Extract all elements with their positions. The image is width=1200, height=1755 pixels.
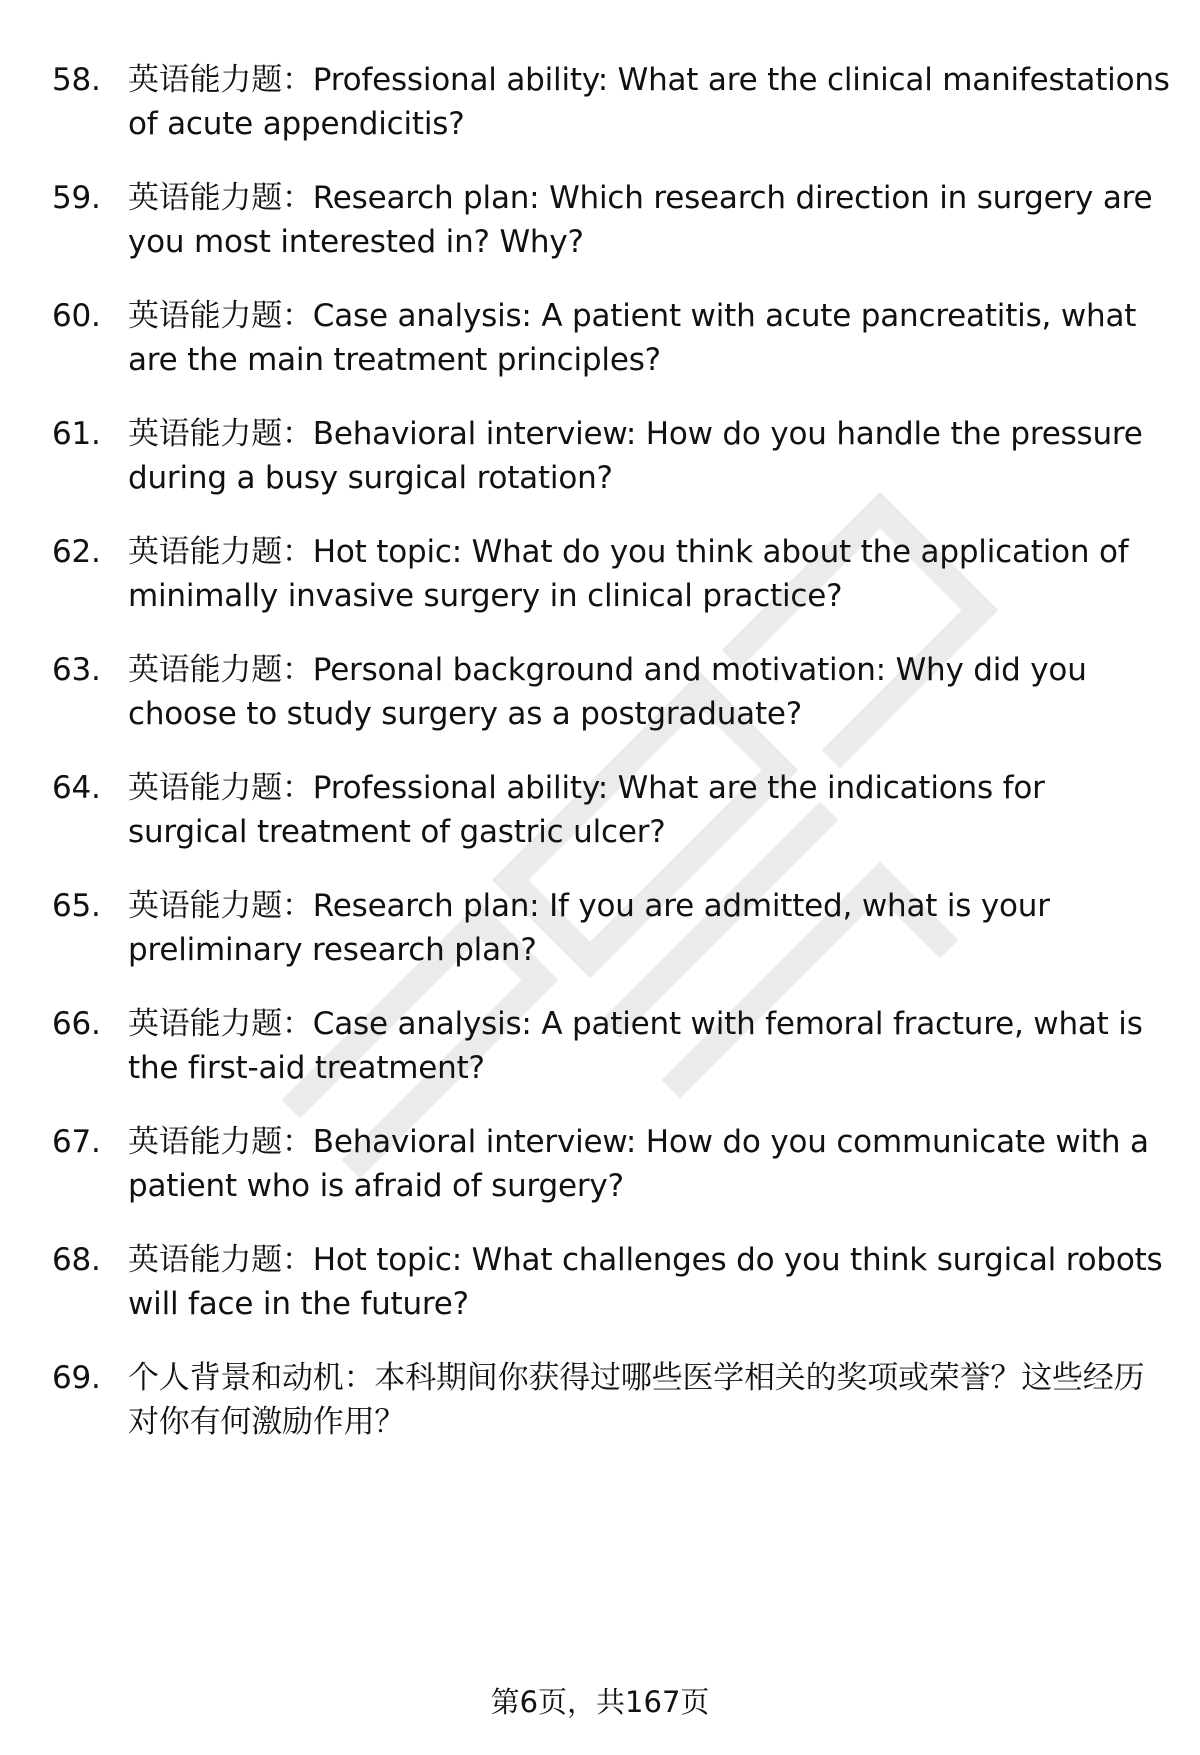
question-number: 69. <box>52 1360 101 1396</box>
question-text: 英语能力题：Professional ability: What are the indications for surgical treatment of gastric ulcer? <box>128 770 1045 850</box>
question-item <box>0 294 1200 382</box>
question-item <box>0 1002 1200 1090</box>
question-text: 英语能力题：Behavioral interview: How do you communicate with a patient who is afraid of surgery? <box>128 1124 1149 1204</box>
page-footer: 第6页，共167页 <box>490 1685 710 1719</box>
question-number: 63. <box>52 652 101 688</box>
question-text: 英语能力题：Research plan: If you are admitted, what is your preliminary research plan? <box>128 888 1050 968</box>
question-item <box>0 58 1200 146</box>
question-item <box>0 884 1200 972</box>
question-item <box>0 648 1200 736</box>
question-number: 68. <box>52 1242 101 1278</box>
question-item <box>0 1356 1200 1444</box>
question-text: 英语能力题：Professional ability: What are the clinical manifestations of acute appendicitis? <box>128 62 1170 142</box>
question-number: 61. <box>52 416 101 452</box>
question-text: 英语能力题：Case analysis: A patient with acute pancreatitis, what are the main treatment principles? <box>128 298 1137 378</box>
question-number: 59. <box>52 180 101 216</box>
question-item <box>0 176 1200 264</box>
question-text: 个人背景和动机：本科期间你获得过哪些医学相关的奖项或荣誉？这些经历对你有何激励作用？ <box>128 1360 1145 1440</box>
question-list <box>0 58 1200 1474</box>
question-number: 66. <box>52 1006 101 1042</box>
question-text: 英语能力题：Case analysis: A patient with femoral fracture, what is the first-aid treatment? <box>128 1006 1143 1086</box>
question-text: 英语能力题：Hot topic: What do you think about the application of minimally invasive surgery in clinical practice? <box>128 534 1129 614</box>
question-item <box>0 1120 1200 1208</box>
question-text: 英语能力题：Research plan: Which research direction in surgery are you most interested in? Why? <box>128 180 1153 260</box>
question-number: 60. <box>52 298 101 334</box>
question-text: 英语能力题：Hot topic: What challenges do you think surgical robots will face in the future? <box>128 1242 1163 1322</box>
question-number: 58. <box>52 62 101 98</box>
question-item <box>0 1238 1200 1326</box>
question-number: 67. <box>52 1124 101 1160</box>
question-item <box>0 766 1200 854</box>
question-text: 英语能力题：Personal background and motivation: Why did you choose to study surgery as a postgraduate? <box>128 652 1087 732</box>
question-item <box>0 412 1200 500</box>
question-number: 64. <box>52 770 101 806</box>
question-item <box>0 530 1200 618</box>
question-number: 65. <box>52 888 101 924</box>
question-number: 62. <box>52 534 101 570</box>
question-text: 英语能力题：Behavioral interview: How do you handle the pressure during a busy surgical rotation? <box>128 416 1143 496</box>
